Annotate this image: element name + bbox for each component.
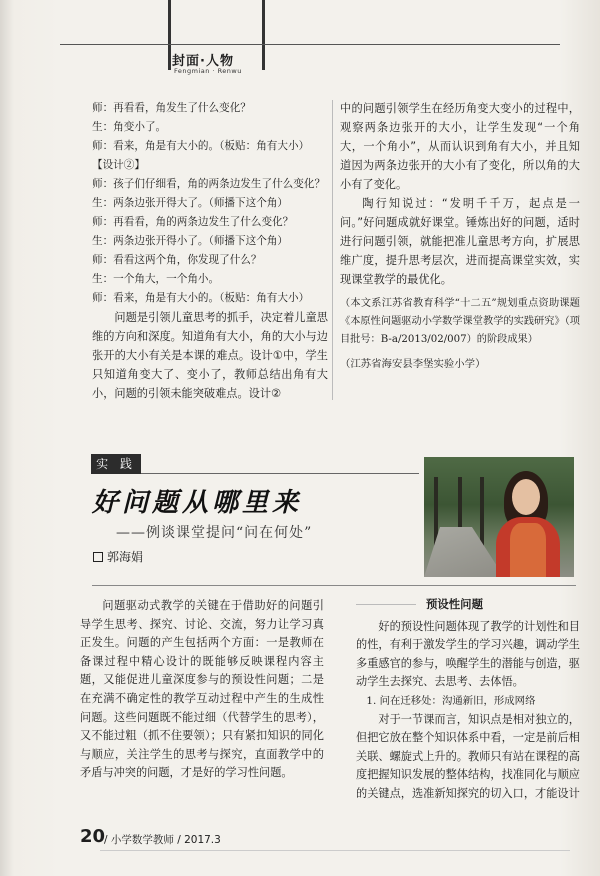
intro-paragraph: 问题驱动式教学的关键在于借助好的问题引导学生思考、探究、讨论、交流，努力让学习真正发生。问题的产生包括两个方面：一是教师在备课过程中精心设计的既能够反映课程内容主题，又能促进儿童深度参与的预设性问题；二是在充满不确定性的教学互动过程中产生的生成性问题。这些问题既不能过细（代替学生的思考），又不能过粗（抓不住要领）；只有紧扣知识的同化与顺应，关注学生的思考与探究，直面教学中的矛盾与冲突的问题，才是好的学习性问题。 [80, 599, 324, 780]
preset-paragraph-2: 对于一节课而言，知识点是相对独立的，但把它放在整个知识体系中看，一定是前后相关联、螺旋式上升的。教师只有站在课程的高度把握知识发展的整体结构，找准同化与顺应的关键点，选准新知探究的切入口，才能设计 [356, 712, 580, 800]
school-note: （江苏省海安县李堡实验小学） [340, 358, 486, 370]
footer-rule [100, 850, 570, 851]
dialogue-line: 师：再看看，角的两条边发生了什么变化？ [92, 216, 294, 228]
column-divider [332, 100, 333, 400]
preset-subheading: 1. 问在迁移处：沟通新旧，形成网络 [366, 694, 536, 707]
dialogue-line: 生：两条边张开得小了。（师播下这个角） [92, 235, 288, 247]
author-box-icon [93, 552, 103, 562]
section-title: 封面·人物 [172, 54, 234, 69]
portrait-photo [424, 457, 574, 577]
author-name: 郭海娟 [107, 550, 144, 564]
dialogue-line: 生：一个角大，一个角小。 [92, 273, 220, 285]
dialogue-column [92, 99, 328, 403]
analysis-paragraph: 问题是引领儿童思考的抓手，决定着儿童思维的方向和深度。知道角有大小，角的大小与边张开的大小有关是本课的难点。设计①中，学生只知道角变大了、变小了，教师总结出角有大小，问题的引领未能突破难点。设计② [92, 311, 328, 400]
person-face [512, 479, 540, 515]
dialogue-line: 生：角变小了。 [92, 121, 167, 133]
dialogue-line: 生：两条边张开得大了。（师播下这个角） [92, 197, 288, 209]
journal-info: / 小学数学教师 / 2017.3 [104, 834, 221, 846]
conclusion-paragraph: 陶行知说过：“发明千千万，起点是一问。”好问题成就好课堂。锤炼出好的问题，适时进行问题引领，就能把准儿童思考方向，扩展思维广度，提升思考层次，进而提高课堂实效，实现课堂教学的最优化。 [340, 197, 580, 286]
practice-rule [141, 473, 419, 474]
section-rule [92, 585, 576, 586]
conclusion-column [340, 99, 580, 374]
project-note: （本文系江苏省教育科学“十二五”规划重点资助课题《本原性问题驱动小学数学课堂教学的实践研究》（项目批号：B-a/2013/02/007）的阶段成果） [340, 298, 580, 345]
preset-paragraph: 好的预设性问题体现了教学的计划性和目的性，有利于激发学生的学习兴趣，调动学生多重感官的参与，唤醒学生的潜能与创造，驱动学生去探究、去思考、去体悟。 [356, 619, 580, 689]
person-body-detail [510, 523, 546, 577]
dialogue-line: 师：看看这两个角，你发现了什么？ [92, 254, 262, 266]
preset-heading: 预设性问题 [356, 595, 580, 614]
conclusion-paragraph: 中的问题引领学生在经历角变大变小的过程中，观察两条边张开的大小，让学生发现“一个角大，一个角小”，从而认识到角有大小，并且知道因为两条边张开的大小有了变化，所以角的大小有了变化。 [340, 102, 580, 191]
practice-tag: 实 践 [91, 454, 141, 474]
preset-column [356, 595, 580, 804]
article-title: 好问题从哪里来 [92, 488, 303, 518]
page-number: 20 [80, 826, 106, 847]
header-bar-right [262, 0, 265, 70]
design-label: 【设计②】 [92, 159, 145, 171]
dialogue-line: 师：看来，角是有大小的。（板贴：角有大小） [92, 292, 310, 304]
header-bar-left [168, 0, 171, 70]
dialogue-line: 师：看来，角是有大小的。（板贴：角有大小） [92, 140, 310, 152]
tree-trunk [480, 477, 484, 547]
section-subtitle: Fengmian · Renwu [174, 67, 242, 75]
dialogue-line: 师：孩子们仔细看，角的两条边发生了什么变化？ [92, 178, 326, 190]
header-rule [60, 44, 560, 45]
dialogue-line: 师：再看看，角发生了什么变化？ [92, 102, 251, 114]
author-line [93, 548, 143, 565]
article-subtitle: ——例谈课堂提问“问在何处” [116, 525, 313, 541]
intro-column [80, 597, 324, 783]
